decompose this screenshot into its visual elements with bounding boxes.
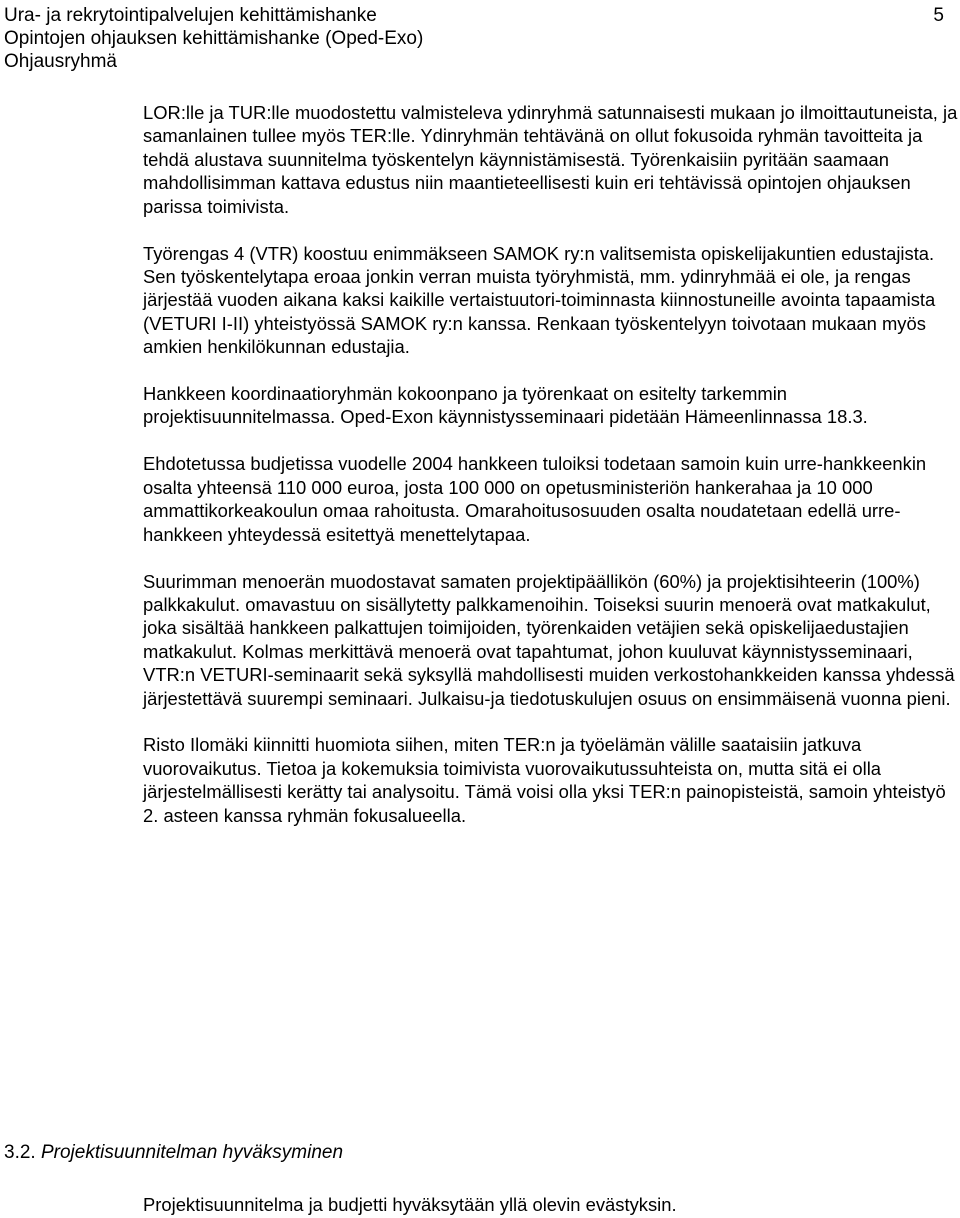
section-heading bbox=[4, 1141, 343, 1164]
header-group-name: Ohjausryhmä bbox=[4, 51, 117, 72]
document-body bbox=[143, 101, 958, 827]
paragraph-approval: Projektisuunnitelma ja budjetti hyväksytään yllä olevin evästyksin. bbox=[143, 1194, 677, 1215]
header-subproject-title: Opintojen ohjauksen kehittämishanke (Oped-Exo) bbox=[4, 28, 424, 49]
paragraph-remark: Risto Ilomäki kiinnitti huomiota siihen, miten TER:n ja työelämän välille saataisiin jatkuva vuorovaikutus. Tietoa ja kokemuksia toimivista vuorovaikutussuhteista on, mutta sitä ei olla järjestelmällisesti kerätty tai analysoitu. Tämä voisi olla yksi TER:n painopisteistä, samoin yhteistyö 2. asteen kanssa ryhmän fokusalueella. bbox=[143, 734, 946, 826]
paragraph-work-ring-4: Työrengas 4 (VTR) koostuu enimmäkseen SAMOK ry:n valitsemista opiskelijakuntien edustajista. Sen työskentelytapa eroaa jonkin verran muista työryhmistä, mm. ydinryhmää ei ole, ja rengas järjestää vuoden aikana kaksi kaikille vertaistuutori-toiminnasta kiinnostuneille avointa tapaamista (VETURI I-II) yhteistyössä SAMOK ry:n kanssa. Renkaan työskentelyyn toivotaan mukaan myös amkien henkilökunnan edustajia. bbox=[143, 242, 936, 358]
paragraph-core-group: LOR:lle ja TUR:lle muodostettu valmisteleva ydinryhmä satunnaisesti mukaan jo ilmoittautuneista, ja samanlainen tullee myös TER:lle. Ydinryhmän tehtävänä on ollut fokusoida ryhmän tavoitteita ja tehdä alustava suunnitelma työskentelyn käynnistämisestä. Työrenkaisiin pyritään saamaan mahdollisimman kattava edustus niin maantieteellisesti kuin eri tehtävissä opintojen ohjauksen parissa toimivista. bbox=[143, 102, 958, 217]
page-number: 5 bbox=[933, 5, 944, 26]
header-project-title: Ura- ja rekrytointipalvelujen kehittämishanke bbox=[4, 5, 377, 26]
section-title: Projektisuunnitelman hyväksyminen bbox=[40, 1142, 344, 1163]
page-header bbox=[4, 4, 952, 73]
paragraph-budget-income: Ehdotetussa budjetissa vuodelle 2004 hankkeen tuloiksi todetaan samoin kuin urre-hankkeenkin osalta yhteensä 110 000 euroa, josta 100 000 on opetusministeriön hankerahaa ja 10 000 ammattikorkeakoulun omaa rahoitusta. Omarahoitusosuuden osalta noudatetaan edellä urre-hankkeen yhteydessä esitettyä menettelytapaa. bbox=[143, 453, 927, 545]
paragraph-coordination-group: Hankkeen koordinaatioryhmän kokoonpano ja työrenkaat on esitelty tarkemmin projektisuunnitelmassa. Oped-Exon käynnistysseminaari pidetään Hämeenlinnassa 18.3. bbox=[143, 383, 868, 428]
section-number: 3.2. bbox=[4, 1142, 36, 1163]
paragraph-budget-expenses: Suurimman menoerän muodostavat samaten projektipäällikön (60%) ja projektisihteerin (100%) palkkakulut. omavastuu on sisällytetty palkkamenoihin. Toiseksi suurin menoerä ovat matkakulut, joka sisältää hankkeen palkattujen toimijoiden, työrenkaiden vetäjien sekä opiskelijaedustajien matkakulut. Kolmas merkittävä menoerä ovat tapahtumat, johon kuuluvat käynnistysseminaari, VTR:n VETURI-seminaarit sekä syksyllä mahdollisesti muiden verkostohankkeiden kanssa yhdessä järjestettävä suurempi seminaari. Julkaisu-ja tiedotuskulujen osuus on ensimmäisenä vuonna pieni. bbox=[143, 570, 955, 709]
